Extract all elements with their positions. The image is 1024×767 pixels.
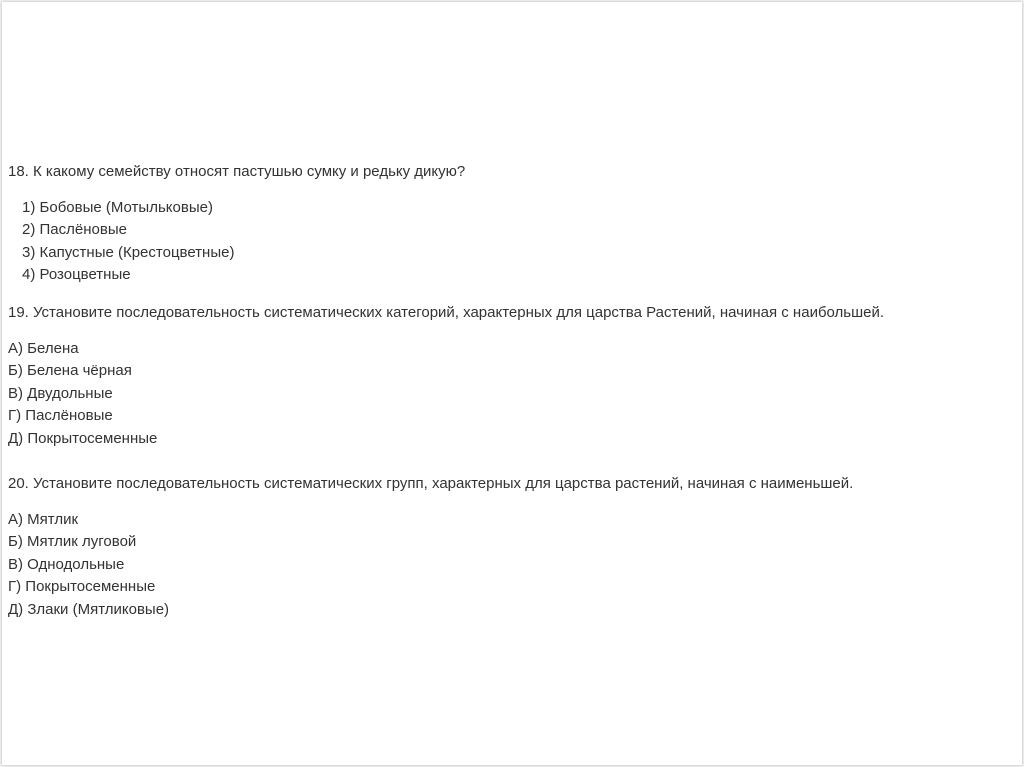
- option-item: В) Двудольные: [8, 384, 113, 402]
- option-item: Г) Паслёновые: [8, 407, 113, 424]
- option-item: Б) Белена чёрная: [8, 362, 132, 379]
- option-item: А) Белена: [8, 339, 79, 357]
- question-18: [8, 161, 465, 287]
- question-20-options: [8, 509, 853, 622]
- option-item: 1) Бобовые (Мотыльковые): [22, 198, 213, 216]
- option-item: 3) Капустные (Крестоцветные): [22, 243, 235, 261]
- option-item: Д) Злаки (Мятликовые): [8, 600, 170, 618]
- question-19-options: [8, 338, 884, 451]
- option-item: А) Мятлик: [8, 510, 79, 528]
- question-20-title: 20. Установите последовательность систематических групп, характерных для царства растений, начиная с наименьшей.: [8, 475, 854, 492]
- question-19-title: 19. Установите последовательность систематических категорий, характерных для царства Растений, начиная с наибольшей.: [8, 304, 885, 321]
- option-item: В) Однодольные: [8, 555, 125, 573]
- question-18-options: [8, 197, 465, 287]
- question-18-title: 18. К какому семейству относят пастушью сумку и редьку дикую?: [8, 163, 466, 180]
- slide-page: [2, 2, 1022, 765]
- question-20: [8, 473, 853, 621]
- question-19: [8, 302, 884, 450]
- option-item: Г) Покрытосеменные: [8, 578, 156, 595]
- option-item: 4) Розоцветные: [22, 266, 131, 283]
- option-item: 2) Паслёновые: [22, 221, 127, 238]
- option-item: Б) Мятлик луговой: [8, 533, 137, 550]
- option-item: Д) Покрытосеменные: [8, 429, 158, 447]
